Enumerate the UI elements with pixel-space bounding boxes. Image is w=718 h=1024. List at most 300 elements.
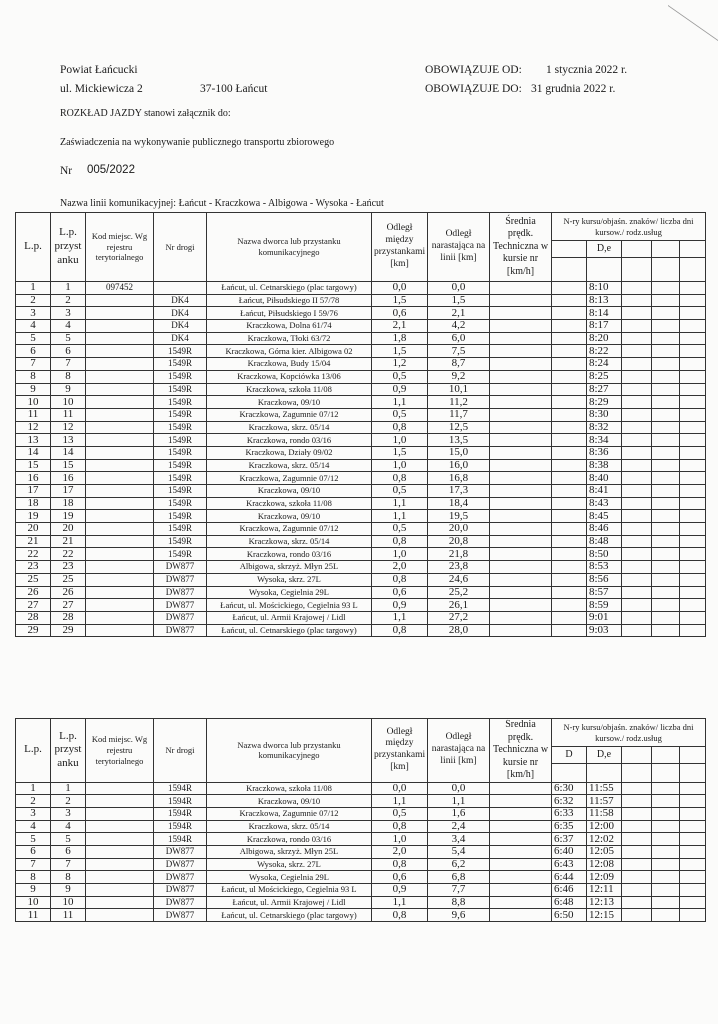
cell-stop-name: Łańcut, ul. Cetnarskiego (plac targowy) <box>207 282 372 295</box>
cell-departure-time: 8:46 <box>587 523 622 536</box>
cell-empty <box>622 320 652 333</box>
cell-empty <box>652 611 680 624</box>
cell-empty <box>680 561 706 574</box>
col-courses: N-ry kursu/objaśn. znaków/ liczba dni kursow./ rodz.usług <box>552 213 706 241</box>
cell-empty <box>680 358 706 371</box>
cell-code <box>86 782 154 795</box>
cell-departure-time: 9:03 <box>587 624 622 637</box>
cell-lp-stop: 21 <box>51 535 86 548</box>
cell-empty <box>552 408 587 421</box>
cell-empty <box>680 294 706 307</box>
cell-departure-time: 8:20 <box>587 332 622 345</box>
cell-lp: 8 <box>16 370 51 383</box>
cell-cumulative: 11,2 <box>428 396 490 409</box>
cell-distance: 0,9 <box>372 383 428 396</box>
table-row <box>16 599 706 612</box>
cell-lp: 19 <box>16 510 51 523</box>
cell-departure-time: 6:44 <box>552 871 587 884</box>
cell-road: DK4 <box>154 307 207 320</box>
cell-empty <box>680 421 706 434</box>
cell-lp-stop: 14 <box>51 446 86 459</box>
cell-cumulative: 19,5 <box>428 510 490 523</box>
cell-road: DK4 <box>154 320 207 333</box>
cell-lp: 3 <box>16 807 51 820</box>
cell-empty <box>622 807 652 820</box>
cell-stop-name: Łańcut, ul Mościckiego, Cegielnia 93 L <box>207 884 372 897</box>
table-row <box>16 294 706 307</box>
cell-speed <box>490 909 552 922</box>
cell-stop-name: Kraczkowa, skrz. 05/14 <box>207 459 372 472</box>
cell-cumulative: 13,5 <box>428 434 490 447</box>
cell-code <box>86 434 154 447</box>
cell-lp: 29 <box>16 624 51 637</box>
cell-lp: 10 <box>16 396 51 409</box>
cell-empty <box>680 909 706 922</box>
cell-departure-time: 8:40 <box>587 472 622 485</box>
cell-stop-name: Łańcut, ul. Armii Krajowej / Lidl <box>207 896 372 909</box>
cell-distance: 1,0 <box>372 434 428 447</box>
cell-departure-time: 6:40 <box>552 845 587 858</box>
cell-empty <box>652 497 680 510</box>
cell-empty <box>622 523 652 536</box>
course-col-empty <box>680 764 706 782</box>
cell-lp: 1 <box>16 282 51 295</box>
cell-distance: 2,1 <box>372 320 428 333</box>
cell-empty <box>652 561 680 574</box>
cell-road: DW877 <box>154 561 207 574</box>
cell-empty <box>652 434 680 447</box>
cell-departure-time: 12:02 <box>587 833 622 846</box>
cell-departure-time: 8:27 <box>587 383 622 396</box>
cell-distance: 2,0 <box>372 561 428 574</box>
cell-departure-time: 8:48 <box>587 535 622 548</box>
cell-lp: 12 <box>16 421 51 434</box>
cell-road: 1549R <box>154 510 207 523</box>
cell-departure-time: 6:30 <box>552 782 587 795</box>
cell-distance: 1,1 <box>372 896 428 909</box>
cell-empty <box>652 383 680 396</box>
course-col-empty <box>552 241 587 258</box>
cell-distance: 1,5 <box>372 446 428 459</box>
cell-empty <box>552 624 587 637</box>
cell-speed <box>490 485 552 498</box>
cell-empty <box>622 586 652 599</box>
cell-lp-stop: 17 <box>51 485 86 498</box>
cell-lp: 11 <box>16 408 51 421</box>
table-row <box>16 795 706 808</box>
cell-empty <box>680 782 706 795</box>
cell-empty <box>622 282 652 295</box>
cell-departure-time: 8:22 <box>587 345 622 358</box>
cell-lp-stop: 26 <box>51 586 86 599</box>
cell-lp: 7 <box>16 858 51 871</box>
cell-empty <box>552 307 587 320</box>
cell-empty <box>680 833 706 846</box>
cell-empty <box>680 624 706 637</box>
table-row <box>16 510 706 523</box>
cell-stop-name: Łańcut, ul. Armii Krajowej / Lidl <box>207 611 372 624</box>
cell-road: DW877 <box>154 845 207 858</box>
cell-lp-stop: 10 <box>51 396 86 409</box>
cell-speed <box>490 561 552 574</box>
cell-departure-time: 12:11 <box>587 884 622 897</box>
cell-empty <box>622 345 652 358</box>
cell-cumulative: 8,7 <box>428 358 490 371</box>
cell-empty <box>652 332 680 345</box>
cell-empty <box>680 282 706 295</box>
cell-empty <box>680 320 706 333</box>
cell-stop-name: Wysoka, skrz. 27L <box>207 573 372 586</box>
table-row <box>16 282 706 295</box>
cell-speed <box>490 358 552 371</box>
cell-lp-stop: 5 <box>51 332 86 345</box>
table-row <box>16 307 706 320</box>
cell-stop-name: Kraczkowa, Zagumnie 07/12 <box>207 472 372 485</box>
cell-empty <box>622 370 652 383</box>
cell-empty <box>680 820 706 833</box>
cell-road: DW877 <box>154 599 207 612</box>
cell-lp: 25 <box>16 573 51 586</box>
cell-code <box>86 497 154 510</box>
cell-distance: 2,0 <box>372 845 428 858</box>
cell-lp-stop: 16 <box>51 472 86 485</box>
cell-road: 1594R <box>154 795 207 808</box>
cell-cumulative: 9,2 <box>428 370 490 383</box>
cell-empty <box>680 383 706 396</box>
cell-stop-name: Kraczkowa, Zagumnie 07/12 <box>207 807 372 820</box>
cell-empty <box>680 586 706 599</box>
cell-distance: 0,5 <box>372 807 428 820</box>
cell-lp-stop: 25 <box>51 573 86 586</box>
cell-speed <box>490 332 552 345</box>
cell-code <box>86 370 154 383</box>
course-col-label-1: D <box>552 747 587 764</box>
cell-lp: 28 <box>16 611 51 624</box>
cell-lp: 3 <box>16 307 51 320</box>
cell-stop-name: Kraczkowa, Tłoki 63/72 <box>207 332 372 345</box>
valid-from-date: 1 stycznia 2022 r. <box>546 64 628 76</box>
cell-lp: 7 <box>16 358 51 371</box>
cell-departure-time: 12:09 <box>587 871 622 884</box>
cell-road: 1549R <box>154 472 207 485</box>
cell-lp-stop: 19 <box>51 510 86 523</box>
cell-speed <box>490 611 552 624</box>
cell-empty <box>622 535 652 548</box>
cell-departure-time: 8:13 <box>587 294 622 307</box>
cell-lp: 6 <box>16 845 51 858</box>
valid-to-date: 31 grudnia 2022 r. <box>531 83 616 95</box>
line-name: Nazwa linii komunikacyjnej: Łańcut - Kraczkowa - Albigowa - Wysoka - Łańcut <box>60 198 384 209</box>
col-stop-name: Nazwa dworca lub przystanku komunikacyjnego <box>207 213 372 282</box>
schedule-table-2 <box>15 718 706 922</box>
cell-departure-time: 12:00 <box>587 820 622 833</box>
cell-empty <box>622 294 652 307</box>
cell-empty <box>680 472 706 485</box>
cell-departure-time: 8:45 <box>587 510 622 523</box>
cell-departure-time: 8:30 <box>587 408 622 421</box>
cell-empty <box>652 345 680 358</box>
cell-departure-time: 12:08 <box>587 858 622 871</box>
cell-empty <box>552 383 587 396</box>
cell-empty <box>652 421 680 434</box>
cell-lp-stop: 27 <box>51 599 86 612</box>
cell-cumulative: 4,2 <box>428 320 490 333</box>
cell-departure-time: 6:32 <box>552 795 587 808</box>
cell-empty <box>552 599 587 612</box>
col-courses: N-ry kursu/objaśn. znaków/ liczba dni kursow./ rodz.usług <box>552 719 706 747</box>
valid-to-label: OBOWIĄZUJE DO: <box>425 83 522 95</box>
cell-departure-time: 8:56 <box>587 573 622 586</box>
table-row <box>16 320 706 333</box>
cell-empty <box>680 485 706 498</box>
cell-lp: 10 <box>16 896 51 909</box>
table-row <box>16 434 706 447</box>
cell-empty <box>652 472 680 485</box>
cell-road: 1549R <box>154 446 207 459</box>
col-cumulative: Odległ narastająca na linii [km] <box>428 719 490 783</box>
cell-empty <box>652 599 680 612</box>
cell-road: DW877 <box>154 624 207 637</box>
cell-speed <box>490 833 552 846</box>
cell-road: 1594R <box>154 782 207 795</box>
cell-road: 1549R <box>154 345 207 358</box>
cell-empty <box>652 358 680 371</box>
cell-empty <box>552 523 587 536</box>
table-row <box>16 370 706 383</box>
cell-code <box>86 320 154 333</box>
cell-empty <box>652 833 680 846</box>
cell-departure-time: 8:53 <box>587 561 622 574</box>
table-row <box>16 421 706 434</box>
table-row <box>16 408 706 421</box>
cell-empty <box>622 909 652 922</box>
course-col-label: D,e <box>587 241 622 258</box>
cell-distance: 1,8 <box>372 332 428 345</box>
table-row <box>16 884 706 897</box>
cell-stop-name: Kraczkowa, 09/10 <box>207 795 372 808</box>
office-street: ul. Mickiewicza 2 <box>60 83 143 95</box>
cell-departure-time: 11:57 <box>587 795 622 808</box>
cell-code <box>86 345 154 358</box>
cell-road: 1549R <box>154 535 207 548</box>
cell-distance: 0,8 <box>372 858 428 871</box>
table-row <box>16 833 706 846</box>
cell-speed <box>490 586 552 599</box>
cell-road: DW877 <box>154 611 207 624</box>
cell-empty <box>552 282 587 295</box>
cell-code <box>86 909 154 922</box>
cell-departure-time: 8:25 <box>587 370 622 383</box>
cell-lp: 4 <box>16 820 51 833</box>
cell-lp-stop: 2 <box>51 795 86 808</box>
table-row <box>16 845 706 858</box>
cell-cumulative: 6,2 <box>428 858 490 871</box>
cell-lp: 9 <box>16 383 51 396</box>
cell-empty <box>680 884 706 897</box>
cell-distance: 0,5 <box>372 370 428 383</box>
cell-departure-time: 12:15 <box>587 909 622 922</box>
cell-road: DK4 <box>154 332 207 345</box>
cell-cumulative: 20,8 <box>428 535 490 548</box>
cell-lp-stop: 15 <box>51 459 86 472</box>
cell-empty <box>552 485 587 498</box>
cell-departure-time: 8:43 <box>587 497 622 510</box>
col-lp-stop: L.p. przyst anku <box>51 719 86 783</box>
cell-empty <box>652 820 680 833</box>
cell-code <box>86 573 154 586</box>
office-name: Powiat Łańcucki <box>60 64 138 76</box>
cell-lp: 4 <box>16 320 51 333</box>
cell-empty <box>680 332 706 345</box>
cell-empty <box>680 535 706 548</box>
cell-stop-name: Albigowa, skrzyż. Młyn 25L <box>207 845 372 858</box>
cell-stop-name: Łańcut, Piłsudskiego I 59/76 <box>207 307 372 320</box>
cell-road: 1594R <box>154 833 207 846</box>
cell-departure-time: 6:35 <box>552 820 587 833</box>
cell-stop-name: Kraczkowa, rondo 03/16 <box>207 833 372 846</box>
cell-speed <box>490 535 552 548</box>
cell-lp: 17 <box>16 485 51 498</box>
cell-lp: 15 <box>16 459 51 472</box>
cell-cumulative: 1,5 <box>428 294 490 307</box>
cell-lp: 20 <box>16 523 51 536</box>
cell-departure-time: 6:50 <box>552 909 587 922</box>
cell-empty <box>622 396 652 409</box>
cell-code <box>86 858 154 871</box>
cell-code <box>86 896 154 909</box>
col-lp-stop: L.p. przyst anku <box>51 213 86 282</box>
cell-distance: 0,8 <box>372 421 428 434</box>
table-row <box>16 896 706 909</box>
cell-empty <box>652 485 680 498</box>
cell-cumulative: 16,8 <box>428 472 490 485</box>
cell-distance: 0,5 <box>372 485 428 498</box>
cell-departure-time: 8:32 <box>587 421 622 434</box>
course-col-empty <box>622 747 652 764</box>
cell-cumulative: 5,4 <box>428 845 490 858</box>
cell-empty <box>552 446 587 459</box>
cell-lp-stop: 9 <box>51 383 86 396</box>
cell-empty <box>680 573 706 586</box>
cell-code <box>86 523 154 536</box>
cell-empty <box>622 820 652 833</box>
cell-speed <box>490 434 552 447</box>
cell-empty <box>680 370 706 383</box>
cell-departure-time: 8:14 <box>587 307 622 320</box>
cell-cumulative: 24,6 <box>428 573 490 586</box>
cell-lp-stop: 3 <box>51 807 86 820</box>
cell-distance: 1,0 <box>372 833 428 846</box>
certificate-note: Zaświadczenia na wykonywanie publicznego transportu zbiorowego <box>60 137 335 148</box>
cell-stop-name: Kraczkowa, rondo 03/16 <box>207 548 372 561</box>
cell-stop-name: Kraczkowa, szkoła 11/08 <box>207 497 372 510</box>
schedule-table-1-body <box>16 282 706 637</box>
cell-empty <box>680 599 706 612</box>
cell-empty <box>552 510 587 523</box>
cell-empty <box>552 332 587 345</box>
cell-empty <box>622 383 652 396</box>
page-corner-fold <box>668 0 718 41</box>
cell-lp: 2 <box>16 294 51 307</box>
cell-empty <box>552 396 587 409</box>
cell-code: 097452 <box>86 282 154 295</box>
cell-empty <box>622 332 652 345</box>
cell-road: 1549R <box>154 383 207 396</box>
cell-empty <box>652 294 680 307</box>
cell-empty <box>552 586 587 599</box>
cell-stop-name: Kraczkowa, skrz. 05/14 <box>207 820 372 833</box>
cell-empty <box>652 320 680 333</box>
cell-cumulative: 1,6 <box>428 807 490 820</box>
col-stop-name: Nazwa dworca lub przystanku komunikacyjnego <box>207 719 372 783</box>
cell-cumulative: 3,4 <box>428 833 490 846</box>
cell-speed <box>490 548 552 561</box>
cell-empty <box>652 871 680 884</box>
cell-speed <box>490 871 552 884</box>
cell-lp-stop: 11 <box>51 408 86 421</box>
course-col-empty <box>587 764 622 782</box>
cell-code <box>86 294 154 307</box>
course-col-empty <box>680 241 706 258</box>
cell-code <box>86 884 154 897</box>
cell-empty <box>622 561 652 574</box>
cell-lp-stop: 8 <box>51 370 86 383</box>
table-row <box>16 535 706 548</box>
cell-lp-stop: 5 <box>51 833 86 846</box>
cell-departure-time: 8:34 <box>587 434 622 447</box>
cell-lp-stop: 23 <box>51 561 86 574</box>
cell-empty <box>652 858 680 871</box>
cell-distance: 1,1 <box>372 611 428 624</box>
cell-cumulative: 6,8 <box>428 871 490 884</box>
cell-empty <box>552 497 587 510</box>
cell-distance: 0,0 <box>372 782 428 795</box>
cell-stop-name: Kraczkowa, Dolna 61/74 <box>207 320 372 333</box>
table-row <box>16 383 706 396</box>
cell-lp: 21 <box>16 535 51 548</box>
cell-stop-name: Kraczkowa, Kopciówka 13/06 <box>207 370 372 383</box>
course-col-empty <box>680 747 706 764</box>
cell-distance: 1,5 <box>372 345 428 358</box>
cell-stop-name: Kraczkowa, Budy 15/04 <box>207 358 372 371</box>
cell-lp: 23 <box>16 561 51 574</box>
cell-lp-stop: 20 <box>51 523 86 536</box>
cell-speed <box>490 307 552 320</box>
cell-road: 1549R <box>154 358 207 371</box>
cell-departure-time: 6:33 <box>552 807 587 820</box>
cell-lp-stop: 2 <box>51 294 86 307</box>
cell-distance: 0,9 <box>372 884 428 897</box>
cell-lp: 1 <box>16 782 51 795</box>
cell-lp-stop: 8 <box>51 871 86 884</box>
cell-distance: 0,6 <box>372 307 428 320</box>
cell-distance: 0,5 <box>372 523 428 536</box>
cell-empty <box>552 611 587 624</box>
cell-lp-stop: 7 <box>51 358 86 371</box>
cell-speed <box>490 510 552 523</box>
cell-code <box>86 795 154 808</box>
cell-lp-stop: 9 <box>51 884 86 897</box>
nr-label: Nr <box>60 165 73 177</box>
cell-road: DW877 <box>154 586 207 599</box>
cell-speed <box>490 459 552 472</box>
cell-lp-stop: 13 <box>51 434 86 447</box>
cell-road: 1549R <box>154 396 207 409</box>
col-lp: L.p. <box>16 213 51 282</box>
cell-speed <box>490 896 552 909</box>
cell-lp-stop: 18 <box>51 497 86 510</box>
cell-departure-time: 8:17 <box>587 320 622 333</box>
